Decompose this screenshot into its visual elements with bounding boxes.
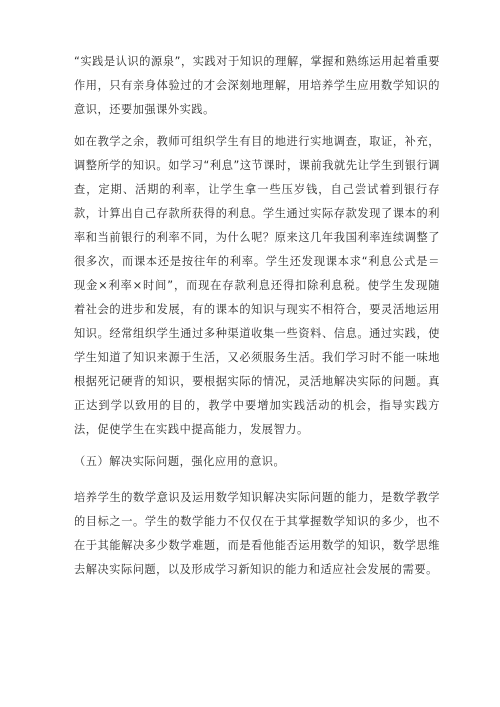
document-body — [74, 50, 440, 582]
paragraph-spacer — [74, 122, 440, 130]
paragraph-math-awareness: 培养学生的数学意识及运用数学知识解决实际问题的能力，是数学教学的目标之一。学生的数学能力不仅仅在于其掌握数学知识的多少，也不在于其能解决多少数学难题，而是看他能否运用数学的知识，数学思维去解决实际问题，以及形成学习新知识的能力和适应社会发展的需要。 — [74, 491, 440, 576]
paragraph-practice-source: “实践是认识的源泉”，实践对于知识的理解，掌握和熟练运用起着重要作用，只有亲身体验过的才会深刻地理解，用培养学生应用数学知识的意识，还要加强课外实践。 — [74, 55, 440, 116]
paragraph-spacer — [74, 442, 440, 450]
paragraph-interest-lesson: 如在教学之余，教师可组织学生有目的地进行实地调查，取证，补充，调整所学的知识。如学习“利息”这节课时，课前我就先让学生到银行调查，定期、活期的利率，让学生拿一些压岁钱，自己尝试着到银行存款，计算出自己存款所获得的利息。学生通过实际存款发现了课本的利率和当前银行的利率不同，为什么呢？原来这几年我国利率连续调整了很多次，而课本还是按往年的利率。学生还发现课本求“利息公式是＝现金×利率×时间”，而现在存款利息还得扣除利息税。使学生发现随着社会的进步和发展，有的课本的知识与现实不相符合，要灵活地运用知识。经常组织学生通过多种渠道收集一些资料、信息。通过实践，使学生知道了知识来源于生活，又必须服务生活。我们学习时不能一味地根据死记硬背的知识，要根据实际的情况，灵活地解决实际的问题。真正达到学以致用的目的，教学中要增加实践活动的机会，指导实践方法，促使学生在实践中提高能力，发展智力。 — [74, 135, 440, 436]
section-heading: （五）解决实际问题，强化应用的意识。 — [74, 455, 286, 468]
paragraph-spacer — [74, 474, 440, 486]
